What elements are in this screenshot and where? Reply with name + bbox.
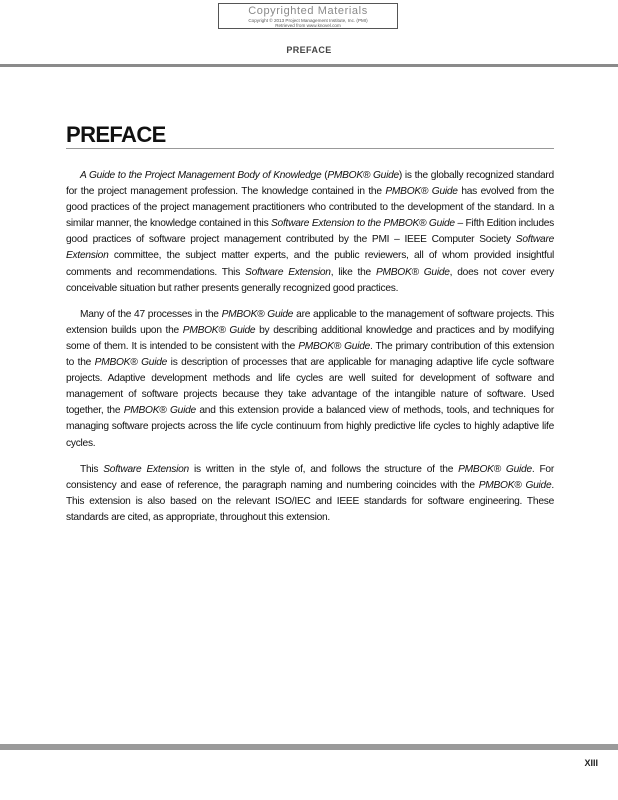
text-span: (: [321, 170, 328, 181]
copyright-stamp: [218, 3, 398, 29]
page-title: PREFACE: [66, 122, 166, 147]
body-text: [66, 168, 554, 536]
text-span: PMBOK® Guide: [327, 170, 399, 181]
text-span: , does not cover every conceivable situation but rather presents generally recognized good practices.: [66, 266, 555, 294]
page-number: XIII: [584, 758, 598, 768]
stamp-title: Copyrighted Materials: [248, 5, 368, 17]
paragraph-3: [66, 462, 554, 526]
text-span: . For consistency and ease of reference, the paragraph naming and numbering coincides with the: [66, 463, 554, 491]
text-span: by describing additional knowledge and practices and by modifying some of them. It is intended to be consistent with the: [66, 324, 554, 352]
text-span: . This extension is also based on the relevant ISO/IEC and IEEE standards for software engineering. These standards are cited, as appropriate, throughout this extension.: [66, 479, 554, 523]
stamp-copyright-line: Copyright © 2013 Project Management Institute, Inc. (PMI): [248, 18, 368, 23]
paragraph-1: [66, 168, 554, 297]
text-span: PMBOK® Guide: [221, 308, 294, 320]
text-span: , like the: [330, 266, 376, 278]
text-span: PMBOK® Guide: [94, 357, 168, 369]
text-span: PMBOK® Guide: [182, 324, 256, 336]
text-span: PMBOK® Guide: [478, 479, 552, 491]
text-span: ) is the globally recognized standard for the project management profession. The knowledge contained in the: [66, 170, 554, 198]
text-span: PMBOK® Guide: [298, 340, 371, 352]
paragraph-2: [66, 307, 554, 452]
text-span: PMBOK® Guide: [123, 405, 196, 417]
text-span: is description of processes that are applicable for managing adaptive life cycle software projects. Adaptive development methods and life cycles are well suited for development of software and management of software projects because they take advantage of the intangible nature of software. Used together, the: [66, 357, 554, 417]
text-span: – Fifth Edition includes good practices of software project management contributed by the PMI – IEEE Computer Society: [66, 218, 554, 246]
text-span: PMBOK® Guide: [458, 463, 532, 475]
stamp-source-line: Retrieved from www.knovel.com: [275, 23, 341, 29]
title-rule: [66, 148, 554, 149]
text-span: are applicable to the management of software projects. This extension builds upon the: [66, 308, 554, 336]
running-head: PREFACE: [286, 45, 332, 55]
text-span: PMBOK® Guide: [385, 186, 458, 198]
text-span: A Guide to the Project Management Body of Knowledge: [80, 170, 322, 181]
text-span: Many of the 47 processes in the: [80, 308, 222, 320]
text-span: Software Extension: [245, 266, 331, 278]
text-span: and this extension provide a balanced view of methods, tools, and techniques for managing software projects across the life cycle continuum from highly predictive life cycles to highly adaptive life cycles.: [66, 405, 554, 449]
text-span: Software Extension to the PMBOK® Guide: [271, 218, 455, 230]
text-span: is written in the style of, and follows the structure of the: [188, 463, 459, 475]
text-span: . The primary contribution of this extension to the: [66, 340, 554, 369]
text-span: Software Extension: [103, 463, 189, 475]
top-rule: [0, 64, 618, 67]
text-span: committee, the subject matter experts, and the public reviewers, all of whom provided insightful comments and recommendations. This: [66, 250, 554, 278]
text-span: Software Extension: [66, 234, 554, 262]
bottom-rule: [0, 744, 618, 750]
text-span: has evolved from the good practices of the project management practitioners who contributed to the development of the standard. In a similar manner, the knowledge contained in this: [66, 186, 554, 230]
text-span: This: [80, 463, 104, 475]
text-span: PMBOK® Guide: [375, 266, 450, 278]
